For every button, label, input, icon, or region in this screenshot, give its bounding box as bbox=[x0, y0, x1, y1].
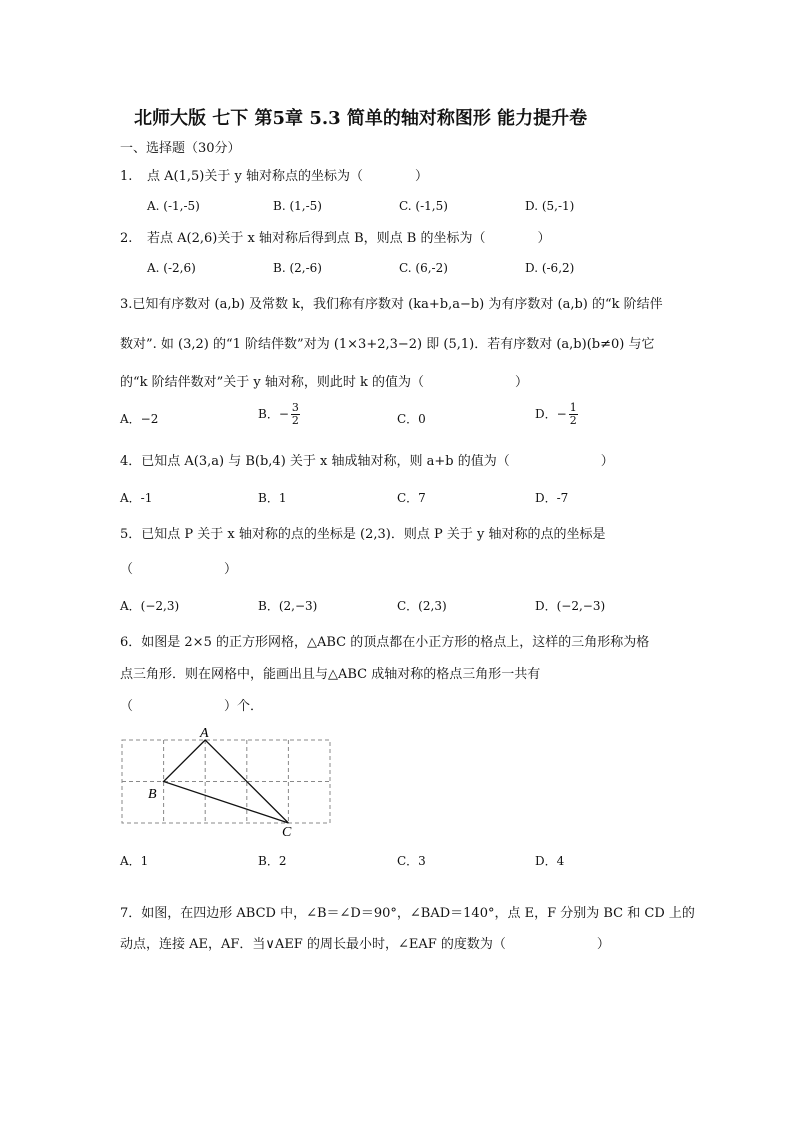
question-2-option-d: D. (-6,2) bbox=[525, 261, 575, 275]
question-1-option-c: C. (-1,5) bbox=[399, 199, 448, 213]
question-1-option-b: B. (1,-5) bbox=[273, 199, 322, 213]
question-5-option-c: C．(2,3) bbox=[397, 599, 447, 613]
question-1-option-d: D. (5,-1) bbox=[525, 199, 575, 213]
question-6-line-2: 点三角形．则在网格中，能画出且与△ABC 成轴对称的格点三角形一共有 bbox=[120, 667, 541, 682]
question-3-option-d-prefix: D．− bbox=[535, 407, 567, 422]
question-5-line-1: 5．已知点 P 关于 x 轴对称的点的坐标是 (2,3)．则点 P 关于 y 轴对称的点的坐标是 bbox=[120, 527, 606, 542]
question-3-option-b bbox=[258, 402, 300, 426]
question-5-line-2: （ ） bbox=[120, 562, 238, 577]
question-1-text: 点 A(1,5)关于 y 轴对称点的坐标为（ ） bbox=[147, 169, 428, 184]
question-4-text: 4．已知点 A(3,a) 与 B(b,4) 关于 x 轴成轴对称，则 a+b 的值为（ ） bbox=[120, 454, 614, 469]
question-2-text: 若点 A(2,6)关于 x 轴对称后得到点 B，则点 B 的坐标为（ ） bbox=[147, 231, 551, 246]
question-5-option-d: D．(−2,−3) bbox=[535, 599, 606, 613]
question-6-option-a: A．1 bbox=[120, 854, 149, 868]
question-3-line-3: 的“k 阶结伴数对”关于 y 轴对称，则此时 k 的值为（ ） bbox=[120, 375, 529, 390]
question-7-line-2: 动点，连接 AE，AF．当∨AEF 的周长最小时，∠EAF 的度数为（ ） bbox=[120, 937, 610, 952]
question-2-number: 2. bbox=[120, 231, 133, 246]
question-3-option-b-fraction bbox=[291, 402, 300, 426]
question-6-option-c: C．3 bbox=[397, 854, 426, 868]
question-6-option-d: D．4 bbox=[535, 854, 565, 868]
question-4-option-b: B．1 bbox=[258, 491, 287, 505]
question-4-option-a: A．-1 bbox=[120, 491, 153, 505]
section-heading: 一、选择题（30分） bbox=[120, 141, 241, 156]
question-3-option-b-denominator: 2 bbox=[291, 413, 299, 427]
question-3-option-d bbox=[535, 402, 578, 426]
question-3-line-1: 3.已知有序数对 (a,b) 及常数 k，我们称有序数对 (ka+b,a−b) 为有序数对 (a,b) 的“k 阶结伴 bbox=[120, 297, 663, 312]
question-3-line-2: 数对”. 如 (3,2) 的“1 阶结伴数”对为 (1×3+2,3−2) 即 (5,1)．若有序数对 (a,b)(b≠0) 与它 bbox=[120, 337, 655, 352]
question-3-option-b-prefix: B．− bbox=[258, 407, 289, 422]
question-3-option-d-numerator: 1 bbox=[569, 401, 577, 414]
vertex-label-a: A bbox=[200, 726, 209, 741]
vertex-label-c: C bbox=[282, 825, 292, 837]
question-5-option-b: B．(2,−3) bbox=[258, 599, 318, 613]
question-2-option-c: C. (6,-2) bbox=[399, 261, 448, 275]
question-6-option-b: B．2 bbox=[258, 854, 287, 868]
grid-triangle-figure bbox=[120, 725, 335, 837]
question-1-option-a: A. (-1,-5) bbox=[147, 199, 200, 213]
question-5-option-a: A．(−2,3) bbox=[120, 599, 180, 613]
question-1-number: 1. bbox=[120, 169, 133, 184]
question-4-option-c: C．7 bbox=[397, 491, 426, 505]
question-4-option-d: D．-7 bbox=[535, 491, 569, 505]
question-6-line-1: 6．如图是 2×5 的正方形网格，△ABC 的顶点都在小正方形的格点上，这样的三角形称为格 bbox=[120, 635, 650, 650]
page-title: 北师大版 七下 第5章 5.3 简单的轴对称图形 能力提升卷 bbox=[134, 108, 588, 129]
question-3-option-c: C．0 bbox=[397, 412, 426, 426]
vertex-label-b: B bbox=[148, 787, 157, 802]
question-2-option-b: B. (2,-6) bbox=[273, 261, 322, 275]
question-3-option-d-fraction bbox=[569, 402, 578, 426]
question-3-option-a: A．−2 bbox=[120, 412, 159, 426]
question-6-line-3: （ ）个． bbox=[120, 699, 264, 714]
grid-lines bbox=[122, 740, 330, 823]
question-3-option-d-denominator: 2 bbox=[569, 413, 577, 427]
question-7-line-1: 7．如图，在四边形 ABCD 中，∠B＝∠D＝90°，∠BAD＝140°，点 E，F 分别为 BC 和 CD 上的 bbox=[120, 906, 695, 921]
question-3-option-b-numerator: 3 bbox=[291, 401, 299, 414]
question-2-option-a: A. (-2,6) bbox=[147, 261, 196, 275]
